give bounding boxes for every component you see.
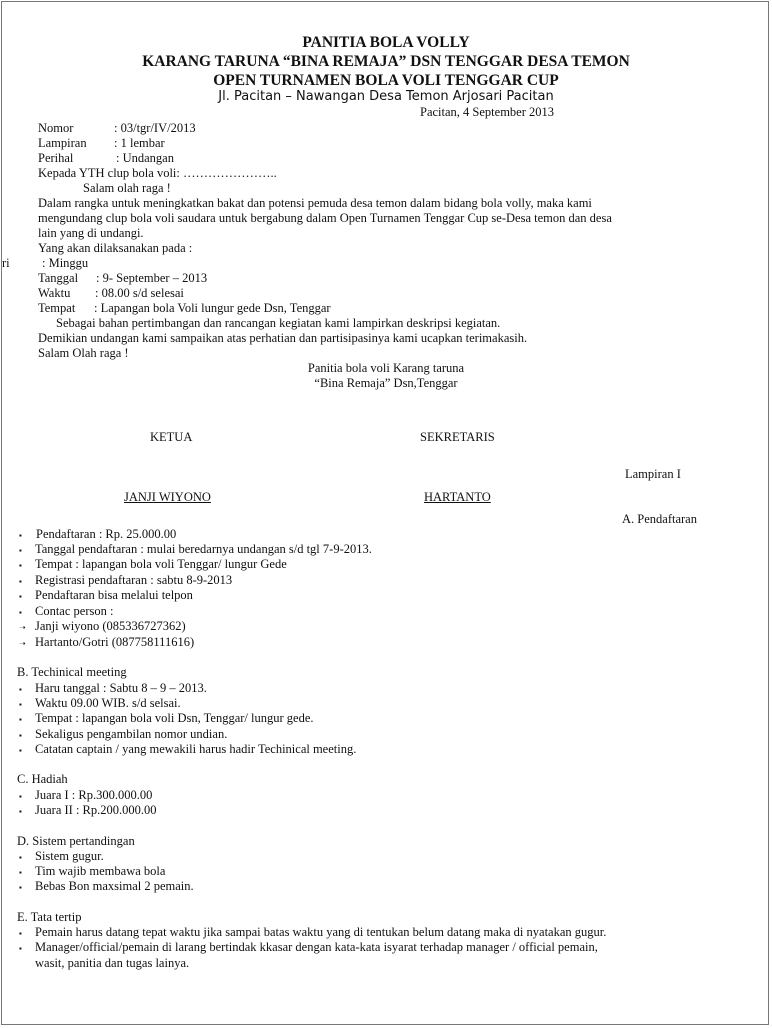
bullet-icon: ▪: [19, 715, 22, 724]
body-p1-line3: lain yang di undangi.: [38, 226, 144, 240]
hari-label-cut: ri: [2, 256, 10, 270]
section-d-heading: D. Sistem pertandingan: [17, 834, 135, 848]
bullet-icon: ▪: [19, 608, 22, 617]
sekretaris-title: SEKRETARIS: [420, 430, 495, 444]
lampiran-value: : 1 lembar: [114, 136, 165, 150]
bullet-icon: ▪: [19, 592, 22, 601]
tanggal-label: Tanggal: [38, 271, 79, 285]
bullet-icon: ▪: [19, 577, 22, 586]
signoff-org-line2: “Bina Remaja” Dsn,Tenggar: [314, 376, 458, 390]
bullet-icon: ▪: [19, 700, 22, 709]
body-p1-line2: mengundang clup bola voli saudara untuk bergabung dalam Open Turnamen Tenggar Cup se-Desa temon dan desa: [38, 211, 612, 225]
waktu-label: Waktu: [38, 286, 71, 300]
bullet-icon: ▪: [19, 853, 22, 862]
ketua-name: JANJI WIYONO: [124, 490, 211, 504]
tempat-value: : Lapangan bola Voli lungur gede Dsn, Tenggar: [94, 301, 331, 315]
header-line-3: OPEN TURNAMEN BOLA VOLI TENGGAR CUP: [213, 72, 559, 89]
hari-value: : Minggu: [42, 256, 89, 270]
list-item: Bebas Bon maxsimal 2 pemain.: [35, 879, 194, 893]
list-item: Waktu 09.00 WIB. s/d selsai.: [35, 696, 181, 710]
nomor-label: Nomor: [38, 121, 74, 135]
list-item: Sekaligus pengambilan nomor undian.: [35, 727, 228, 741]
bullet-icon: ▪: [19, 807, 22, 816]
section-b-heading: B. Techinical meeting: [17, 665, 127, 679]
tempat-label: Tempat: [38, 301, 76, 315]
date-place: Pacitan, 4 September 2013: [420, 105, 554, 119]
section-a-heading: A. Pendaftaran: [622, 512, 697, 526]
list-item: Sistem gugur.: [35, 849, 104, 863]
list-item: Tempat : lapangan bola voli Tenggar/ lungur Gede: [35, 557, 287, 571]
body-p3: Sebagai bahan pertimbangan dan rancangan kegiatan kami lampirkan deskripsi kegiatan.: [56, 316, 501, 330]
bullet-icon: ▪: [19, 944, 22, 953]
list-item: Tempat : lapangan bola voli Dsn, Tenggar/ lungur gede.: [35, 711, 314, 725]
list-item: Pendaftaran bisa melalui telpon: [35, 588, 193, 602]
body-p1-line1: Dalam rangka untuk meningkatkan bakat dan potensi pemuda desa temon dalam bidang bola volly, maka kami: [38, 196, 592, 210]
list-item: Contac person :: [35, 604, 114, 618]
header-line-2: KARANG TARUNA “BINA REMAJA” DSN TENGGAR DESA TEMON: [142, 53, 630, 70]
perihal-value: : Undangan: [116, 151, 174, 165]
list-item: Haru tanggal : Sabtu 8 – 9 – 2013.: [35, 681, 207, 695]
body-p4: Demikian undangan kami sampaikan atas perhatian dan partisipasinya kami ucapkan terimakasih.: [38, 331, 528, 345]
sekretaris-name: HARTANTO: [424, 490, 491, 504]
list-item: Manager/official/pemain di larang bertindak kkasar dengan kata-kata isyarat terhadap manager / official pemain,: [35, 940, 598, 954]
bullet-icon: ▪: [19, 561, 22, 570]
list-item: Catatan captain / yang mewakili harus hadir Techinical meeting.: [35, 742, 357, 756]
bullet-icon: ▪: [19, 929, 22, 938]
list-item: Hartanto/Gotri (087758111616): [35, 635, 195, 649]
bullet-icon: ▪: [19, 792, 22, 801]
perihal-label: Perihal: [38, 151, 74, 165]
body-p5: Salam Olah raga !: [38, 346, 129, 360]
section-e-heading: E. Tata tertip: [17, 910, 82, 924]
signoff-org-line1: Panitia bola voli Karang taruna: [307, 361, 465, 375]
list-item: Tanggal pendaftaran : mulai beredarnya undangan s/d tgl 7-9-2013.: [35, 542, 372, 556]
list-item: Juara I : Rp.300.000.00: [35, 788, 153, 802]
bullet-icon: ▪: [19, 731, 22, 740]
list-item: Juara II : Rp.200.000.00: [35, 803, 157, 817]
list-item: Janji wiyono (085336727362): [35, 619, 186, 633]
section-c-heading: C. Hadiah: [17, 772, 68, 786]
bullet-icon: ▪: [19, 883, 22, 892]
list-item: Pendaftaran : Rp. 25.000.00: [36, 527, 177, 541]
list-item: Pemain harus datang tepat waktu jika sampai batas waktu yang di tentukan belum datang maka di nyatakan gugur.: [35, 925, 607, 939]
bullet-icon: ▪: [19, 546, 22, 555]
waktu-value: : 08.00 s/d selesai: [95, 286, 184, 300]
kepada-line: Kepada YTH clup bola voli: …………………..: [38, 166, 277, 180]
bullet-icon: ▪: [19, 746, 22, 755]
header-line-1: PANITIA BOLA VOLLY: [302, 34, 470, 51]
ketua-title: KETUA: [150, 430, 193, 444]
list-item: Registrasi pendaftaran : sabtu 8-9-2013: [35, 573, 233, 587]
attachment-title: Lampiran I: [625, 467, 681, 481]
lampiran-label: Lampiran: [38, 136, 87, 150]
header-address: Jl. Pacitan – Nawangan Desa Temon Arjosari Pacitan: [218, 89, 554, 104]
tanggal-value: : 9- September – 2013: [96, 271, 208, 285]
bullet-icon: ▪: [19, 868, 22, 877]
bullet-icon: ▪: [19, 531, 22, 540]
arrow-bullet-icon: ➝: [19, 623, 26, 632]
list-item: Tim wajib membawa bola: [35, 864, 166, 878]
greeting: Salam olah raga !: [83, 181, 171, 195]
body-p2: Yang akan dilaksanakan pada :: [38, 241, 193, 255]
nomor-value: : 03/tgr/IV/2013: [114, 121, 196, 135]
bullet-icon: ▪: [19, 685, 22, 694]
arrow-bullet-icon: ➝: [19, 639, 26, 648]
list-item-continuation: wasit, panitia dan tugas lainya.: [35, 956, 190, 970]
